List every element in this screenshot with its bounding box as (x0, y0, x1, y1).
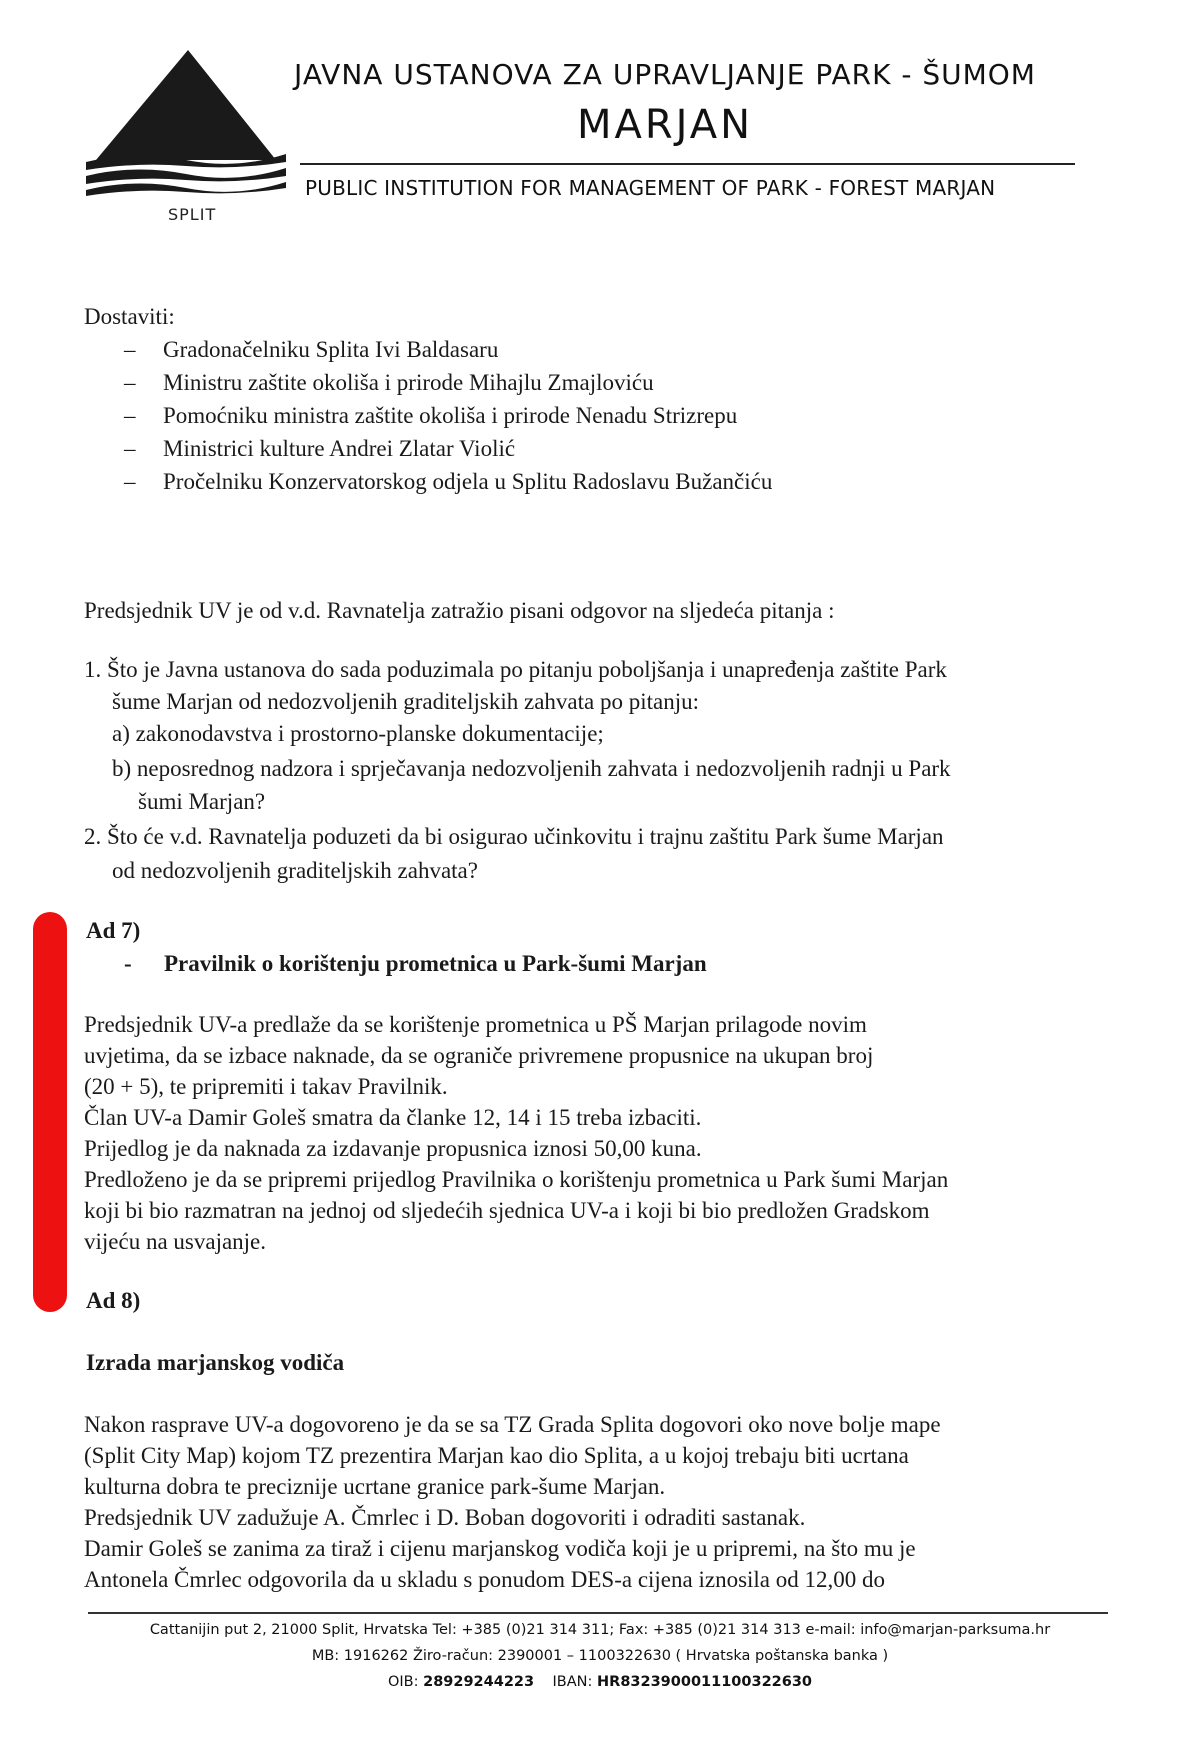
mountain-waves-logo (86, 50, 286, 225)
question-1a: a) zakonodavstva i prostorno-planske dokumentacije; (112, 721, 604, 746)
list-dash: – (124, 403, 136, 428)
recipient-item: Ministru zaštite okoliša i prirode Mihajlu Zmajloviću (163, 370, 654, 395)
recipient-item: Ministrici kulture Andrei Zlatar Violić (163, 436, 516, 461)
list-dash: – (124, 436, 136, 461)
ad7-line: koji bi bio razmatran na jednoj od sljedećih sjednica UV-a i koji bi bio predložen Gradskom (84, 1198, 930, 1223)
oib-label: OIB: (387, 1674, 419, 1690)
ad7-line: uvjetima, da se izbace naknade, da se ograniče privremene propusnice na ukupan broj (84, 1043, 874, 1068)
header-divider (300, 163, 1075, 165)
oib-value: 28929244223 (423, 1674, 535, 1690)
institution-name-english: PUBLIC INSTITUTION FOR MANAGEMENT OF PARK - FOREST MARJAN (305, 176, 996, 200)
footer-divider (88, 1612, 1108, 1614)
recipient-item: Pomoćniku ministra zaštite okoliša i prirode Nenadu Strizrepu (163, 403, 738, 428)
red-highlight-marker (33, 912, 67, 1312)
question-1-line: šume Marjan od nedozvoljenih graditeljskih zahvata po pitanju: (112, 689, 699, 714)
recipients-heading: Dostaviti: (84, 304, 175, 329)
ad8-line: Nakon rasprave UV-a dogovoreno je da se sa TZ Grada Splita dogovori oko nove bolje mape (84, 1412, 941, 1437)
question-1b-line: šumi Marjan? (138, 789, 266, 814)
institution-title: MARJAN (576, 102, 754, 148)
ad7-subheading: Pravilnik o korištenju prometnica u Park-šumi Marjan (164, 951, 707, 976)
question-2-line: od nedozvoljenih graditeljskih zahvata? (112, 858, 478, 883)
questions-intro: Predsjednik UV je od v.d. Ravnatelja zatražio pisani odgovor na sljedeća pitanja : (84, 598, 835, 623)
institution-name: JAVNA USTANOVA ZA UPRAVLJANJE PARK - ŠUMOM (294, 58, 1036, 91)
question-1b-line: b) neposrednog nadzora i sprječavanja nedozvoljenih zahvata i nedozvoljenih radnji u Park (112, 756, 951, 781)
ad7-line: Član UV-a Damir Goleš smatra da članke 12, 14 i 15 treba izbaciti. (84, 1105, 702, 1130)
ad8-line: Damir Goleš se zanima za tiraž i cijenu marjanskog vodiča koji je u pripremi, na što mu je (84, 1536, 916, 1561)
ad7-line: Prijedlog je da naknada za izdavanje propusnica iznosi 50,00 kuna. (84, 1136, 702, 1161)
recipient-item: Pročelniku Konzervatorskog odjela u Splitu Radoslavu Bužančiću (163, 469, 773, 494)
ad8-heading: Ad 8) (86, 1288, 141, 1313)
list-dash: – (124, 469, 136, 494)
question-1-line: 1. Što je Javna ustanova do sada poduzimala po pitanju poboljšanja i unapređenja zaštite Park (84, 657, 947, 682)
ad8-line: (Split City Map) kojom TZ prezentira Marjan kao dio Splita, a u kojoj trebaju biti ucrtana (84, 1443, 909, 1468)
footer-bank: MB: 1916262 Žiro-račun: 2390001 – 1100322630 ( Hrvatska poštanska banka ) (311, 1648, 889, 1664)
recipient-item: Gradonačelniku Splita Ivi Baldasaru (163, 337, 499, 362)
ad8-line: kulturna dobra te preciznije ucrtane granice park-šume Marjan. (84, 1474, 666, 1499)
footer-ids (0, 1674, 1200, 1690)
iban-label: IBAN: (552, 1674, 593, 1690)
list-dash: – (124, 337, 136, 362)
list-dash: – (124, 370, 136, 395)
ad7-line: Predsjednik UV-a predlaže da se korištenje prometnica u PŠ Marjan prilagode novim (84, 1012, 867, 1037)
ad7-line: vijeću na usvajanje. (84, 1229, 267, 1254)
iban-value: HR8323900011100322630 (597, 1674, 813, 1690)
ad7-heading: Ad 7) (86, 918, 141, 943)
ad7-dash: - (124, 951, 132, 976)
ad7-line: Predloženo je da se pripremi prijedlog Pravilnika o korištenju prometnica u Park šumi Marjan (84, 1167, 949, 1192)
ad8-line: Antonela Čmrlec odgovorila da u skladu s ponudom DES-a cijena iznosila od 12,00 do (84, 1567, 886, 1592)
question-2-line: 2. Što će v.d. Ravnatelja poduzeti da bi osigurao učinkovitu i trajnu zaštitu Park šume Marjan (84, 824, 944, 849)
ad8-subheading: Izrada marjanskog vodiča (86, 1350, 345, 1375)
ad8-line: Predsjednik UV zadužuje A. Čmrlec i D. Boban dogovoriti i odraditi sastanak. (84, 1505, 806, 1530)
footer-address: Cattanijin put 2, 21000 Split, Hrvatska Tel: +385 (0)21 314 311; Fax: +385 (0)21 314 313 e-mail: info@marjan-parksuma.hr (149, 1622, 1051, 1638)
logo-text: SPLIT (168, 205, 217, 224)
ad7-line: (20 + 5), te pripremiti i takav Pravilnik. (84, 1074, 448, 1099)
